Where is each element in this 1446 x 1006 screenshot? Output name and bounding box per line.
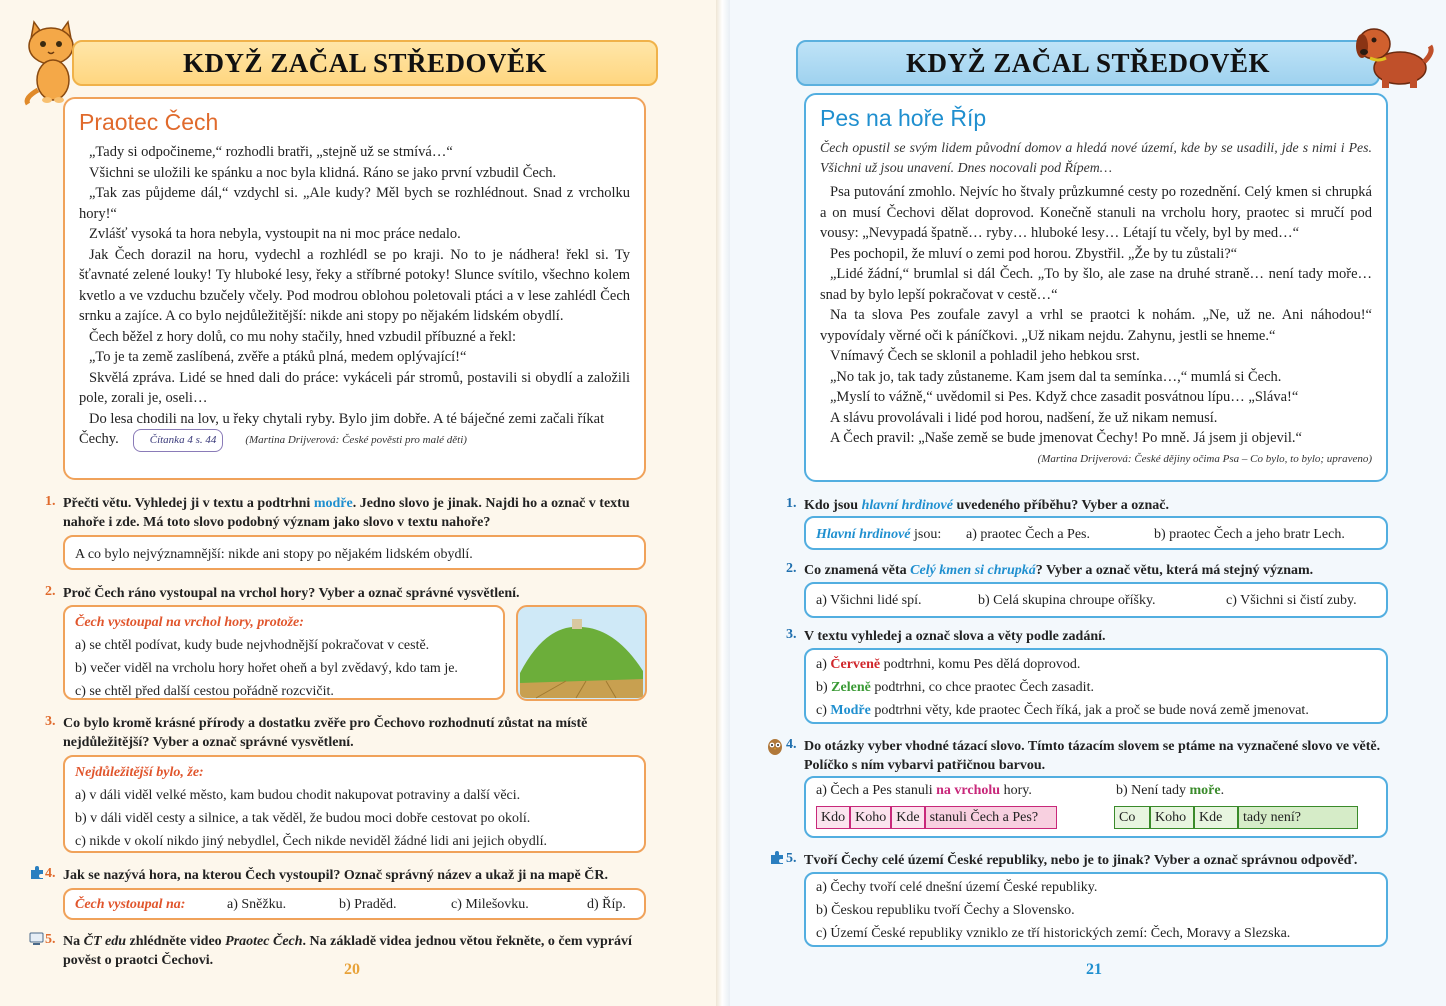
answer-option[interactable]: a) v dáli viděl velké město, kam budou chodit nakupovat potraviny a další věci. [75, 788, 521, 803]
question-text: Do otázky vyber vhodné tázací slovo. Tímto tázacím slovem se ptáme na vyznačené slovo ve větě. Políčko s ním vybarvi patřičnou barvou. [804, 739, 1381, 773]
keyword-blue: Modře [830, 703, 871, 718]
reader-reference-badge: Čítanka 4 s. 44 [133, 429, 224, 452]
answer-option[interactable]: d) Říp. [587, 897, 626, 912]
question-text-italic: ČT edu [83, 934, 127, 949]
question-text-part: Kdo jsou [804, 498, 862, 513]
story-paragraph: „Tady si odpočineme,“ rozhodli bratři, „stejně už se stmívá…“ [89, 144, 453, 160]
question-text: Co bylo kromě krásné přírody a dostatku zvěře pro Čechovo rozhodnutí zůstat na místě nejdůležitější? Vyber a označ správné vysvětlení. [63, 716, 588, 750]
story-paragraph [79, 409, 630, 452]
story-title: Pes na hoře Říp [820, 105, 987, 131]
answer-option[interactable]: a) praotec Čech a Pes. [966, 527, 1090, 542]
answer-box [804, 648, 1388, 724]
sentence-text: . [1220, 783, 1225, 798]
sentence-text: b) Není tady [1116, 783, 1190, 798]
page-number: 20 [344, 961, 360, 978]
page-number: 21 [1086, 961, 1102, 978]
video-screen-icon [29, 932, 44, 946]
question-text: Proč Čech ráno vystoupal na vrchol hory? Vyber a označ správné vysvětlení. [63, 586, 520, 601]
question-word-cell[interactable]: Kde [891, 806, 924, 829]
dog-mascot-icon [1352, 18, 1434, 90]
answer-box [63, 755, 646, 853]
question-number: 4. [786, 737, 797, 752]
story-citation: (Martina Drijverová: České dějiny očima Psa – Co bylo, to bylo; upraveno) [1037, 452, 1372, 465]
answer-row [816, 589, 1376, 612]
story-paragraph: A slávu provolávali i lidé pod horou, nadšení, že už nikam nemusí. [830, 409, 1218, 426]
sentence-text: a) Čech a Pes stanuli [816, 783, 937, 798]
story-paragraph: Pes pochopil, že mluví o zemi pod horou. Zbystřil. „Že by tu zůstali?“ [830, 245, 1238, 262]
story-paragraph: „Lidé žádní,“ brumlal si dál Čech. „To by šlo, ale zase na druhé straně… není tady moře… snad by bylo lepší pokračovat v cestě…“ [820, 266, 1372, 303]
question-number: 3. [786, 627, 797, 642]
question-text-part: . Jedno slovo je jinak. Najdi ho a označ v textu nahoře i zde. Má toto slovo podobný význam jako slovo v textu nahoře? [63, 496, 630, 530]
story-box [804, 93, 1388, 482]
answer-row [816, 780, 1376, 802]
question-word-cell[interactable]: Koho [850, 806, 891, 829]
answer-row [816, 523, 1376, 546]
answer-option[interactable] [816, 699, 1376, 722]
answer-lead: Nejdůležitější bylo, že: [75, 765, 204, 780]
answer-box [63, 535, 646, 570]
question-number: 5. [786, 851, 797, 866]
keyword-red: Červeně [830, 657, 881, 672]
question-text-part: uvedeného příběhu? Vyber a označ. [952, 498, 1169, 513]
story-paragraph: Vnímavý Čech se sklonil a pohladil jeho hebkou srst. [830, 348, 1140, 364]
question-word-cells-b [1114, 806, 1358, 829]
option-prefix: b) [816, 680, 832, 695]
question-text [63, 494, 653, 532]
answer-option[interactable]: b) Praděd. [339, 897, 397, 912]
page-title: KDYŽ ZAČAL STŘEDOVĚK [72, 40, 658, 86]
question-number: 1. [45, 494, 56, 509]
answer-option[interactable] [816, 676, 1376, 699]
story-paragraph: „Myslí to vážně,“ uvědomil si Pes. Když chce zasadit posvátnou lípu… „Sláva!“ [830, 389, 1299, 405]
question-word-cell[interactable]: Kdo [816, 806, 850, 829]
answer-option[interactable]: c) Všichni si čistí zuby. [1226, 593, 1357, 608]
right-page [730, 0, 1446, 1006]
option-prefix: c) [816, 703, 831, 718]
option-prefix: a) [816, 657, 831, 672]
story-paragraph: Zvlášť vysoká ta hora nebyla, vystoupit na ni moc práce nedalo. [89, 226, 461, 242]
story-paragraph: „To je ta země zaslíbená, zvěře a ptáků plná, medem oplývající!“ [89, 349, 467, 365]
question-number: 1. [786, 496, 797, 511]
answer-option[interactable]: c) se chtěl před další cestou pořádně rozcvičit. [75, 684, 334, 699]
story-citation: (Martina Drijverová: České pověsti pro malé děti) [245, 434, 467, 446]
answer-option[interactable]: b) v dáli viděl cesty a silnice, a tak věděl, že budou moci dobře cestovat po okolí. [75, 811, 531, 826]
question-word-cell[interactable]: Koho [1150, 806, 1194, 829]
question-tail: tady není? [1238, 806, 1358, 829]
answer-option[interactable]: a) Všichni lidé spí. [816, 593, 922, 608]
story-last-line: Do lesa chodili na lov, u řeky chytali ryby. Bylo jim dobře. A té báječné zemi začali říkat Čechy. [79, 410, 605, 447]
question-number: 5. [45, 932, 56, 947]
answer-option[interactable]: a) Sněžku. [227, 897, 287, 912]
keyword-blue: hlavní hrdinové [861, 498, 953, 513]
answer-box [804, 582, 1388, 618]
story-paragraph: „No tak jo, tak tady zůstaneme. Kam jsem dal ta semínka…,“ mumlá si Čech. [830, 368, 1282, 385]
answer-option[interactable]: a) Čechy tvoří celé dnešní území České republiky. [816, 880, 1098, 895]
highlighted-word-pink: na vrcholu [936, 783, 1001, 798]
answer-box [804, 516, 1388, 550]
puzzle-icon [770, 851, 784, 865]
answer-option[interactable]: b) Celá skupina chroupe oříšky. [978, 593, 1156, 608]
story-text [79, 142, 630, 452]
answer-option[interactable]: b) večer viděl na vrcholu hory hořet oheň a byl zvědavý, kdo tam je. [75, 661, 458, 676]
answer-box [804, 776, 1388, 838]
question-number: 2. [786, 561, 797, 576]
question-text-part: Na [63, 934, 84, 949]
question-text-part: Co znamená věta [804, 563, 911, 578]
question-word-row [816, 806, 1376, 829]
story-text [820, 182, 1372, 449]
story-paragraph: Skvělá zpráva. Lidé se hned dali do práce: vykáceli pár stromů, postavili si obydlí a založili pole, zorali je, oseli… [79, 369, 630, 406]
story-paragraph: „Tak zas půjdeme dál,“ vzdychl si. „Ale kudy? Měl bych se rozhlédnout. Snad z vrcholku hory!“ [79, 185, 630, 222]
answer-option[interactable]: b) Českou republiku tvoří Čechy a Slovensko. [816, 903, 1075, 918]
question-tail: stanuli Čech a Pes? [925, 806, 1057, 829]
question-text: Jak se nazývá hora, na kterou Čech vystoupil? Označ správný název a ukaž ji na mapě ČR. [63, 868, 608, 883]
sentence-text: hory. [1000, 783, 1032, 798]
answer-row [75, 893, 634, 916]
option-text: podtrhni, co chce praotec Čech zasadit. [870, 680, 1094, 695]
story-box [63, 97, 646, 480]
answer-lead: Čech vystoupal na: [75, 897, 186, 912]
question-number: 4. [45, 866, 56, 881]
story-paragraph: Psa putování zmohlo. Nejvíc ho štvaly průzkumné cesty po rozednění. Celý kmen si chrupká a on musí Čechovi dělat doprovod. Konečně stanuli na vrcholu hory, praotec si mručí pod vousy: „Nevypadá špatně… ryby… hluboké lesy… Létají tu včely, byl by med…“ [820, 184, 1372, 241]
question-text-part: Přečti větu. Vyhledej ji v textu a podtrhni [63, 496, 314, 511]
answer-sentence[interactable]: A co bylo nejvýznamnější: nikde ani stopy po nějakém lidském obydlí. [75, 547, 473, 562]
puzzle-icon [30, 866, 44, 880]
question-text-part: ? Vyber a označ větu, která má stejný význam. [1035, 563, 1314, 578]
story-paragraph: Čech běžel z hory dolů, co mu nohy stačily, hned vzbudil příbuzné a řekl: [89, 328, 517, 345]
keyword-green: Zeleně [831, 680, 871, 695]
story-paragraph: Všichni se uložili ke spánku a noc byla klidná. Ráno se jako první vzbudil Čech. [89, 164, 557, 181]
question-word-cells-a [816, 806, 1114, 829]
answer-lead-wrap [816, 523, 966, 546]
question-number: 3. [45, 714, 56, 729]
story-title: Praotec Čech [79, 109, 219, 135]
hill-illustration [516, 605, 647, 701]
sentence-b [1116, 780, 1224, 802]
highlighted-word-green: moře [1189, 783, 1221, 798]
story-paragraph: Na ta slova Pes zoufale zavyl a vrhl se praotci k nohám. „Ne, už ne. Ani náhodou!“ vypovídaly věrné oči k páníčkovi. „Už nikam nejdu. Zahynu, jestli se hneme.“ [820, 307, 1372, 344]
story-paragraph: Jak Čech dorazil na horu, vydechl a rozhlédl se po kraji. No to je nádhera! řekl si. Ty šťavnaté zelené louky! Ty hluboké lesy, řeky a stříbrné potoky! Slunce svítilo, všechno kolem kvetlo a ve vzduchu bzučely včely. Pod modrou oblohou poletovali ptáci a v lese zahlédl Čech srnku a zajíce. A co bylo nejdůležitější: nikde ani stopy po nějakém lidském obydlí. [79, 246, 630, 324]
answer-option[interactable]: c) nikde v okolí nikdo jiný nebydlel, Čech nikde neviděl žádné lidi ani jejich obydlí. [75, 834, 548, 849]
left-page [0, 0, 716, 1006]
answer-box [63, 605, 505, 700]
answer-option[interactable]: a) se chtěl podívat, kudy bude nejvhodnější pokračovat v cestě. [75, 638, 430, 653]
keyword-blue: modře [313, 496, 353, 511]
owl-icon [767, 737, 783, 755]
question-text [804, 496, 1394, 515]
answer-box [804, 872, 1388, 947]
book-gutter [716, 0, 730, 1006]
page-title: KDYŽ ZAČAL STŘEDOVĚK [796, 40, 1380, 86]
answer-option[interactable]: c) Území České republiky vzniklo ze tří historických zemí: Čech, Moravy a Slezska. [816, 926, 1291, 941]
answer-option[interactable] [816, 653, 1376, 676]
question-text [804, 561, 1394, 580]
answer-option[interactable]: b) praotec Čech a jeho bratr Lech. [1154, 527, 1345, 542]
question-text-part: . Na základě videa jednou větou řekněte, o čem vypráví pověst o praotci Čechovi. [63, 934, 632, 968]
keyword-blue: Celý kmen si chrupká [910, 563, 1036, 578]
question-word-cell[interactable]: Co [1114, 806, 1150, 829]
question-text-part: zhlédněte video [126, 934, 226, 949]
question-word-cell[interactable]: Kde [1194, 806, 1238, 829]
answer-lead-suffix: jsou: [910, 527, 942, 542]
story-paragraph: A Čech pravil: „Naše země se bude jmenovat Čechy! Po mně. Já jsem ji objevil.“ [830, 430, 1302, 446]
option-text: podtrhni, komu Pes dělá doprovod. [880, 657, 1081, 672]
sentence-a [816, 780, 1116, 802]
question-number: 2. [45, 584, 56, 599]
answer-lead: Hlavní hrdinové [816, 527, 911, 542]
answer-lead: Čech vystoupal na vrchol hory, protože: [75, 615, 304, 630]
story-intro: Čech opustil se svým lidem původní domov a hledá nové území, kde by se usadili, jde s nimi i Pes. Všichni už jsou unavení. Dnes nocovali pod Řípem… [820, 140, 1372, 175]
answer-box [63, 888, 646, 920]
option-text: podtrhni věty, kde praotec Čech říká, jak a proč se bude nová země jmenovat. [870, 703, 1309, 718]
answer-option[interactable]: c) Milešovku. [451, 897, 529, 912]
question-text-italic: Praotec Čech [225, 934, 303, 949]
question-text: V textu vyhledej a označ slova a věty podle zadání. [804, 629, 1106, 644]
question-text: Tvoří Čechy celé území České republiky, nebo je to jinak? Vyber a označ správnou odpověď. [804, 853, 1358, 868]
